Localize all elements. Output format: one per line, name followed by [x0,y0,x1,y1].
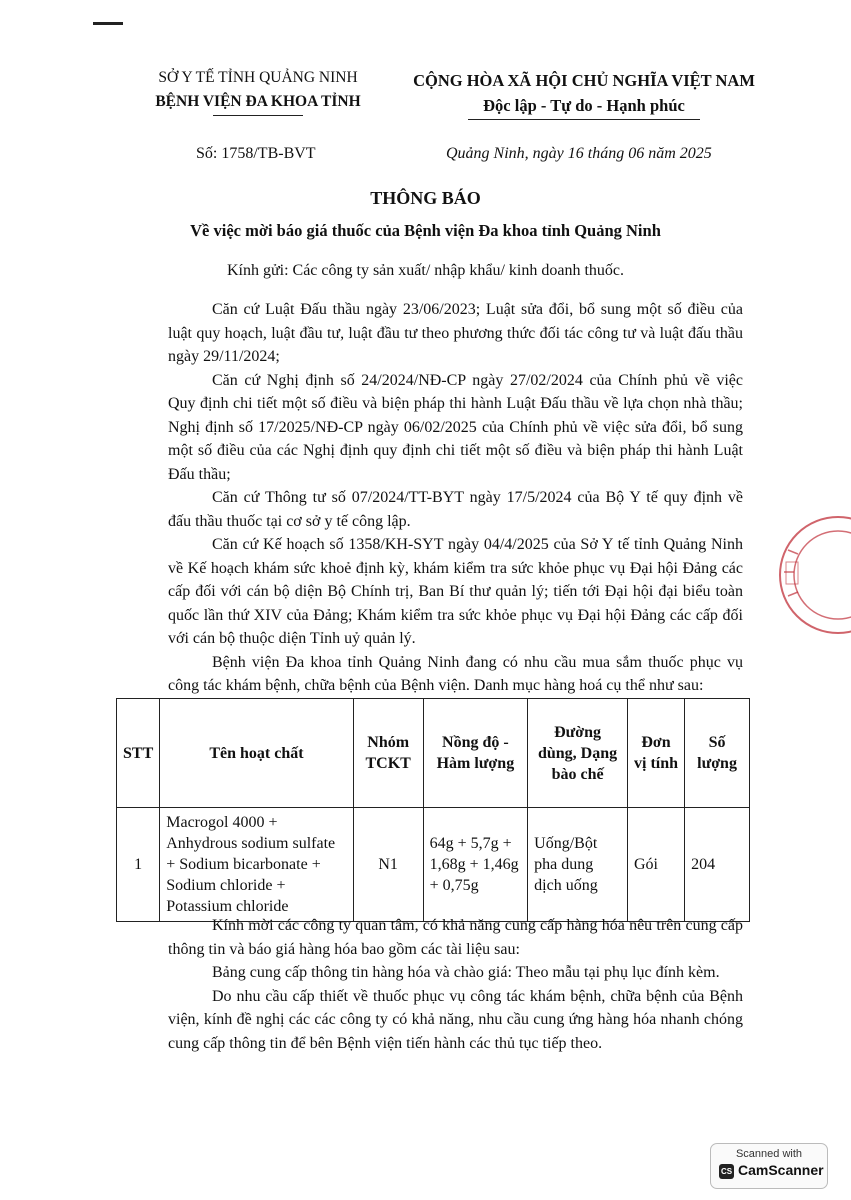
cell-concentration: 64g + 5,7g + 1,68g + 1,46g + 0,75g [423,808,528,922]
header-route: Đường dùng, Dạng bào chế [528,699,628,808]
header-left-rule [213,115,303,116]
header-unit: Đơn vị tính [627,699,684,808]
header-concentration: Nồng độ - Hàm lượng [423,699,528,808]
seal-stamp-icon [758,510,851,640]
cell-stt: 1 [117,808,160,922]
camscanner-logo-icon: CS [719,1164,734,1179]
scan-mark [93,22,123,25]
paragraph: Căn cứ Luật Đấu thầu ngày 23/06/2023; Luật sửa đổi, bổ sung một số điều của luật quy hoạch, luật đầu tư, luật đầu tư theo phương thức đối tác công tư và luật đấu thầu ngày 29/11/2024; [168,301,743,365]
table-row [117,808,750,922]
header-name: Tên hoạt chất [160,699,353,808]
header-group: Nhóm TCKT [353,699,423,808]
document-subtitle: Về việc mời báo giá thuốc của Bệnh viện Đa khoa tỉnh Quảng Ninh [190,221,661,240]
cell-unit: Gói [627,808,684,922]
department-name: SỞ Y TẾ TỈNH QUẢNG NINH [158,69,358,86]
national-header [404,68,764,120]
goods-table [116,698,750,922]
paragraph: Kính mời các công ty quan tâm, có khả năng cung cấp hàng hóa nêu trên cung cấp thông tin và báo giá hàng hóa bao gồm các tài liệu sau: [168,917,743,958]
paragraph: Bảng cung cấp thông tin hàng hóa và chào giá: Theo mẫu tại phụ lục đính kèm. [212,964,720,981]
national-motto: Độc lập - Tự do - Hạnh phúc [483,96,685,115]
issuer-header [145,66,371,116]
addressee-line: Kính gửi: Các công ty sản xuất/ nhập khẩu/ kinh doanh thuốc. [226,262,625,279]
cell-name: Macrogol 4000 + Anhydrous sodium sulfate + Sodium bicarbonate + Sodium chloride + Potassium chloride [160,808,353,922]
document-title: THÔNG BÁO [370,188,481,208]
header-quantity: Số lượng [685,699,750,808]
cell-quantity: 204 [685,808,750,922]
paragraph: Căn cứ Nghị định số 24/2024/NĐ-CP ngày 27/02/2024 của Chính phủ về việc Quy định chi tiết một số điều và biện pháp thi hành Luật Đấu thầu về lựa chọn nhà thầu; Nghị định số 17/2025/NĐ-CP ngày 06/02/2025 của Chính phủ về việc sửa đổi, bổ sung một số điều của các Nghị định quy định chi tiết một số điều và biện pháp thi hành Luật Đấu thầu; [168,371,743,483]
table-header-row [117,699,750,808]
nation-name: CỘNG HÒA XÃ HỘI CHỦ NGHĨA VIỆT NAM [413,71,755,90]
hospital-name: BỆNH VIỆN ĐA KHOA TỈNH [155,93,361,110]
paragraph: Căn cứ Thông tư số 07/2024/TT-BYT ngày 17/5/2024 của Bộ Y tế quy định về đấu thầu thuốc tại cơ sở y tế công lập. [168,489,743,530]
header-stt: STT [117,699,160,808]
date-line: Quảng Ninh, ngày 16 tháng 06 năm 2025 [446,145,712,162]
paragraph: Bệnh viện Đa khoa tỉnh Quảng Ninh đang có nhu cầu mua sắm thuốc phục vụ công tác khám bệnh, chữa bệnh của Bệnh viện. Danh mục hàng hoá cụ thể như sau: [168,653,743,694]
camscanner-badge [710,1143,828,1189]
cell-group: N1 [353,808,423,922]
camscanner-brand: CamScanner [738,1162,824,1178]
cell-route: Uống/Bột pha dung dịch uống [528,808,628,922]
legal-basis-section [168,298,743,698]
paragraph: Do nhu cầu cấp thiết về thuốc phục vụ công tác khám bệnh, chữa bệnh của Bệnh viện, kính đề nghị các các công ty có khả năng, nhu cầu cung ứng hàng hóa nhanh chóng cung cấp thông tin để bên Bệnh viện tiến hành các thủ tục tiếp theo. [168,987,743,1052]
closing-section [168,914,743,1055]
header-right-rule [468,119,700,120]
document-number: Số: 1758/TB-BVT [196,145,316,162]
scanned-with-label: Scanned with [735,1148,803,1160]
paragraph: Căn cứ Kế hoạch số 1358/KH-SYT ngày 04/4/2025 của Sở Y tế tỉnh Quảng Ninh về Kế hoạch khám sức khoẻ định kỳ, khám kiểm tra sức khỏe phục vụ Đại hội Đảng các cấp đối với cán bộ diện Bộ Chính trị, Ban Bí thư quản lý; tiến tới Đại hội đại biểu toàn quốc lần thứ XIV của Đảng; Khám kiểm tra sức khỏe phục vụ Đại hội Đảng các cấp đối với cán bộ thuộc diện Tỉnh uỷ quản lý. [168,536,743,647]
